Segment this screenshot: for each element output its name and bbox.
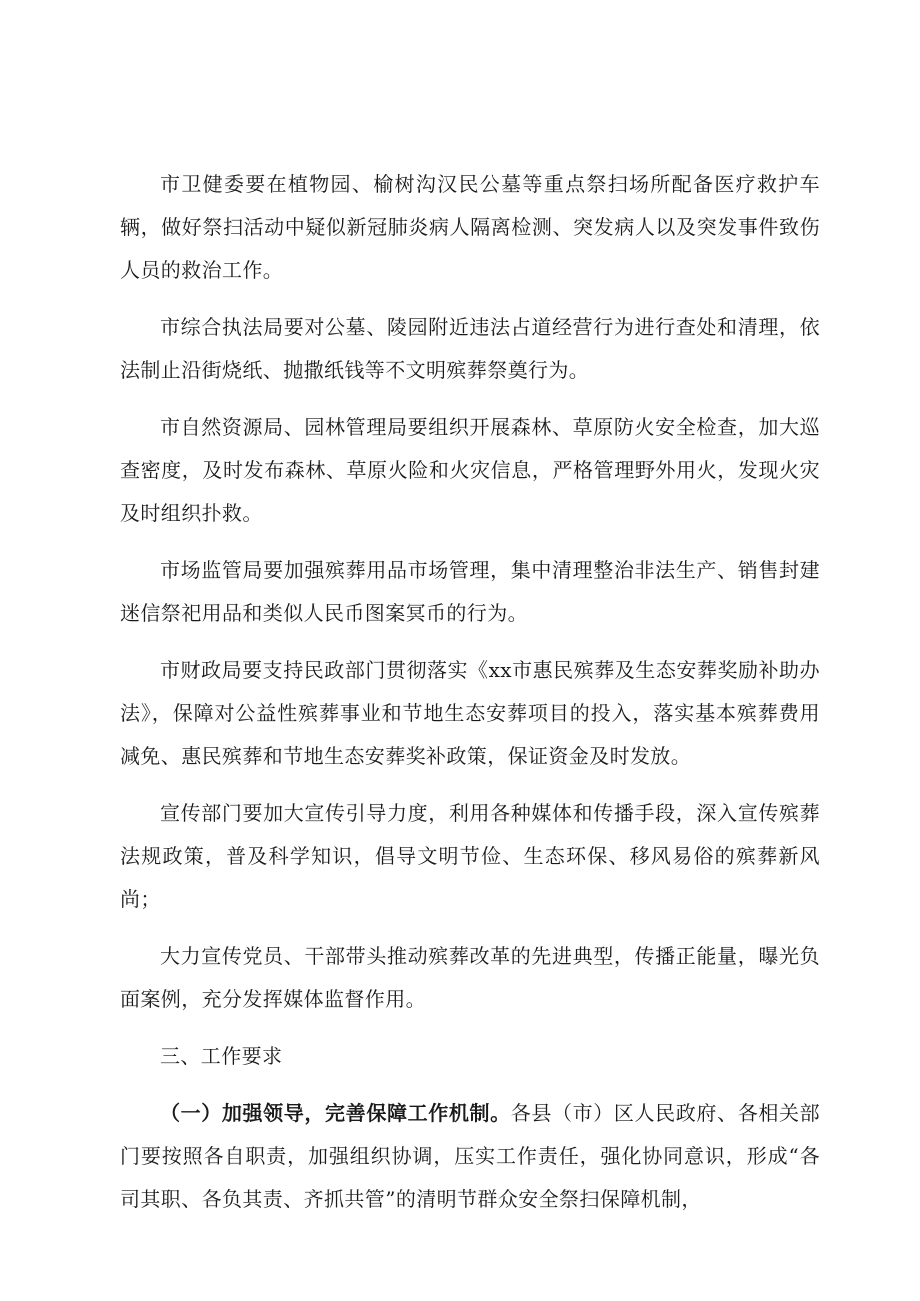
paragraph-natural-resources: 市自然资源局、园林管理局要组织开展森林、草原防火安全检查，加大巡查密度，及时发布森林、草原火险和火灾信息，严格管理野外用火，发现火灾及时组织扑救。 bbox=[120, 415, 820, 525]
paragraph-market-supervision: 市场监管局要加强殡葬用品市场管理，集中清理整治非法生产、销售封建迷信祭祀用品和类似人民币图案冥币的行为。 bbox=[120, 558, 820, 625]
requirement-1-text: 各县（市）区人民政府、各相关部门要按照各自职责，加强组织协调，压实工作责任，强化协同意识，形成“各司其职、各负其责、齐抓共管”的清明节群众安全祭扫保障机制， bbox=[120, 1101, 820, 1211]
requirement-1-lead: （一）加强领导，完善保障工作机制。 bbox=[160, 1101, 511, 1125]
paragraph-requirement-1 bbox=[120, 1092, 820, 1221]
paragraph-publicity-department: 宣传部门要加大宣传引导力度，利用各种媒体和传播手段，深入宣传殡葬法规政策，普及科学知识，倡导文明节俭、生态环保、移风易俗的殡葬新风尚； bbox=[120, 801, 820, 911]
paragraph-law-enforcement: 市综合执法局要对公墓、陵园附近违法占道经营行为进行查处和清理，依法制止沿街烧纸、抛撒纸钱等不文明殡葬祭奠行为。 bbox=[120, 315, 820, 382]
paragraph-health-commission: 市卫健委要在植物园、榆树沟汉民公墓等重点祭扫场所配备医疗救护车辆，做好祭扫活动中疑似新冠肺炎病人隔离检测、突发病人以及突发事件致伤人员的救治工作。 bbox=[120, 172, 820, 282]
section-heading: 三、工作要求 bbox=[160, 1044, 283, 1068]
paragraph-publicity-models: 大力宣传党员、干部带头推动殡葬改革的先进典型，传播正能量，曝光负面案例，充分发挥媒体监督作用。 bbox=[120, 944, 820, 1011]
document-body bbox=[120, 163, 820, 1235]
paragraph-finance-bureau: 市财政局要支持民政部门贯彻落实《xx市惠民殡葬及生态安葬奖励补助办法》，保障对公益性殡葬事业和节地生态安葬项目的投入，落实基本殡葬费用减免、惠民殡葬和节地生态安葬奖补政策，保证资金及时发放。 bbox=[120, 658, 820, 768]
